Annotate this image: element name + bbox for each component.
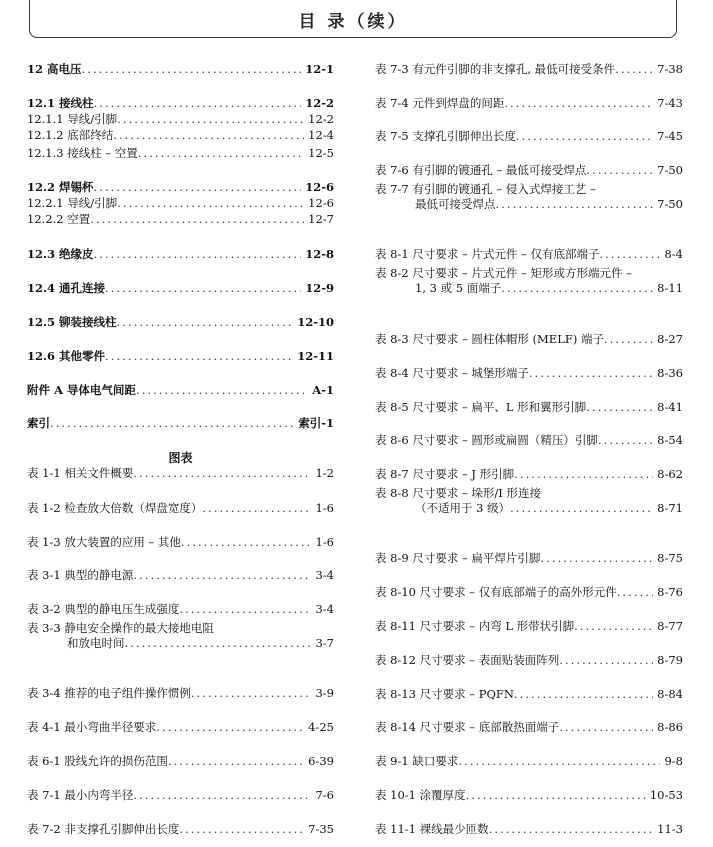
toc-page-number: 8-41 [657,400,683,414]
toc-entry[interactable] [27,212,334,226]
toc-entry-label: 1, 3 或 5 面端子 [415,281,502,295]
toc-entry-label: 12.2.1 导线/引脚 [27,196,118,210]
toc-entry-label: 表 8-7 尺寸要求 – J 形引脚 [375,467,515,481]
toc-entry[interactable] [375,366,683,380]
toc-page-number: 1-6 [315,501,334,515]
toc-page-number: 8-86 [657,720,683,734]
toc-entry[interactable] [375,619,683,633]
toc-entry-label: 和放电时间 [67,636,125,650]
leader-dots [202,501,311,515]
toc-entry-label: 表 1-3 放大装置的应用 – 其他 [27,535,181,549]
toc-entry-label: 表 1-2 检查放大倍数（焊盘宽度） [27,501,203,515]
toc-entry-label: 12.1.1 导线/引脚 [27,112,118,126]
toc-entry-label: 12.1 接线柱 [27,96,94,110]
leader-dots [181,535,312,549]
toc-entry[interactable] [27,112,334,126]
toc-page-number: 10-53 [649,788,683,802]
toc-entry[interactable] [27,416,334,430]
toc-entry[interactable] [375,62,683,76]
toc-entry[interactable] [27,96,334,110]
toc-entry[interactable] [27,180,334,194]
leader-dots [179,602,311,616]
leader-dots [501,281,653,295]
toc-page-number: 3-4 [315,568,334,582]
toc-entry-label: 附件 A 导体电气间距 [27,383,136,397]
toc-entry[interactable] [27,686,334,700]
toc-entry-label: 12 高电压 [27,62,82,76]
toc-page-number: 7-6 [315,788,334,802]
toc-page-number: 8-62 [657,467,683,481]
toc-entry[interactable] [27,754,334,768]
toc-page-number: 4-25 [308,720,334,734]
toc-page-number: 9-8 [664,754,683,768]
toc-entry-label: 表 8-1 尺寸要求 – 片式元件 – 仅有底部端子 [375,247,600,261]
toc-page-number: 7-38 [657,62,683,76]
leader-dots [94,96,302,110]
toc-entry-label: 表 8-4 尺寸要求 – 城堡形端子 [375,366,529,380]
leader-dots [458,754,660,768]
leader-dots [496,197,654,211]
toc-entry-label: 表 3-4 推荐的电子组件操作惯例 [27,686,191,700]
toc-entry[interactable] [375,788,683,802]
toc-page-number: 8-77 [657,619,683,633]
toc-page-number: 8-84 [657,687,683,701]
toc-entry-label: 表 11-1 裸线最少匝数 [375,822,489,836]
toc-entry-label: 12.2.2 空置 [27,212,91,226]
leader-dots [510,501,653,515]
leader-dots [598,433,653,447]
toc-entry[interactable] [27,349,334,363]
leader-dots [179,822,304,836]
toc-entry-label: 表 3-2 典型的静电压生成强度 [27,602,180,616]
leader-dots [105,349,293,363]
leader-dots [94,247,302,261]
toc-entry-label: 表 7-7 有引脚的镀通孔 – 侵入式焊接工艺 – [375,182,596,196]
toc-entry[interactable] [375,197,683,211]
toc-entry-label: 表 8-2 尺寸要求 – 片式元件 – 矩形或方形端元件 – [375,266,632,280]
leader-dots [133,466,311,480]
toc-page-number: 8-27 [657,332,683,346]
toc-page-number: A-1 [312,383,334,397]
leader-dots [133,568,311,582]
toc-page-number: 12-2 [305,96,334,110]
toc-page-number: 7-50 [657,197,683,211]
toc-page-number: 7-43 [657,96,683,110]
leader-dots [574,619,653,633]
toc-entry[interactable] [27,315,334,329]
leader-dots [504,96,653,110]
leader-dots [90,212,304,226]
leader-dots [514,467,653,481]
leader-dots [529,366,653,380]
toc-entry[interactable] [27,636,334,650]
toc-entry-label: 表 8-10 尺寸要求 – 仅有底部端子的高外形元件 [375,585,617,599]
toc-page-number: 12-5 [308,146,334,160]
toc-entry[interactable] [375,247,683,261]
toc-entry[interactable] [27,128,334,142]
leader-dots [105,281,301,295]
toc-entry-label: 表 9-1 缺口要求 [375,754,459,768]
toc-entry[interactable] [375,653,683,667]
toc-entry-label: 索引 [27,416,50,430]
toc-entry[interactable] [375,585,683,599]
toc-entry[interactable] [375,332,683,346]
leader-dots [586,400,653,414]
leader-dots [604,332,653,346]
toc-entry[interactable] [375,281,683,295]
toc-entry-label: 表 7-4 元件到焊盘的间距 [375,96,505,110]
toc-entry[interactable] [27,535,334,549]
toc-page-number: 8-36 [657,366,683,380]
toc-page-number: 12-1 [305,62,334,76]
toc-entry-label: （不适用于 3 级） [415,501,511,515]
toc-entry[interactable] [27,196,334,210]
leader-dots [191,686,312,700]
toc-entry-label: 最低可接受焊点 [415,197,496,211]
toc-page-number: 8-11 [657,281,683,295]
toc-entry[interactable] [27,383,334,397]
toc-entry[interactable] [27,501,334,515]
toc-page-number: 8-75 [657,551,683,565]
toc-entry[interactable] [375,400,683,414]
toc-entry-label: 表 3-1 典型的静电源 [27,568,134,582]
toc-entry-label: 表 7-5 支撑孔引脚伸出长度 [375,129,516,143]
toc-entry[interactable] [375,129,683,143]
toc-entry-label: 表 8-14 尺寸要求 – 底部散热面端子 [375,720,560,734]
toc-entry[interactable] [375,433,683,447]
toc-entry[interactable] [27,788,334,802]
toc-entry-label: 表 8-11 尺寸要求 – 内弯 L 形带状引脚 [375,619,575,633]
toc-entry-label: 表 7-3 有元件引脚的非支撑孔, 最低可接受条件 [375,62,616,76]
toc-entry[interactable] [375,551,683,565]
leader-dots [136,383,308,397]
toc-entry-label: 表 4-1 最小弯曲半径要求 [27,720,157,734]
leader-dots [599,247,660,261]
toc-entry[interactable] [375,163,683,177]
toc-entry-label: 表 8-5 尺寸要求 – 扁平、L 形和翼形引脚 [375,400,587,414]
toc-entry[interactable] [375,501,683,515]
toc-entry-label: 表 8-8 尺寸要求 – 垛形/I 形连接 [375,486,541,500]
toc-entry-label: 12.2 焊锡杯 [27,180,94,194]
toc-entry-label: 表 7-6 有引脚的镀通孔 – 最低可接受焊点 [375,163,587,177]
toc-entry-label: 表 8-12 尺寸要求 – 表面贴装面阵列 [375,653,560,667]
toc-page-number: 3-4 [315,602,334,616]
toc-page-number: 1-6 [315,535,334,549]
toc-page-number: 12-2 [308,112,334,126]
toc-entry-label: 12.4 通孔连接 [27,281,106,295]
toc-entry-label: 12.1.3 接线柱 – 空置 [27,146,138,160]
leader-dots [617,585,653,599]
toc-entry[interactable] [27,602,334,616]
toc-page-number: 7-45 [657,129,683,143]
toc-entry-label: 表 3-3 静电安全操作的最大接地电阻 [27,621,214,635]
toc-page-number: 8-79 [657,653,683,667]
toc-entry[interactable] [27,568,334,582]
title-box [29,0,677,38]
toc-entry-label: 12.5 铆装接线柱 [27,315,117,329]
toc-page-number: 12-9 [305,281,334,295]
toc-page-number: 11-3 [657,822,683,836]
leader-dots [138,146,304,160]
toc-page-number: 8-71 [657,501,683,515]
toc-entry[interactable] [375,467,683,481]
toc-entry-label: 表 7-1 最小内弯半径 [27,788,134,802]
toc-page-number: 1-2 [315,466,334,480]
toc-entry[interactable] [375,754,683,768]
leader-dots [117,315,294,329]
toc-entry[interactable] [375,687,683,701]
toc-entry[interactable] [375,720,683,734]
toc-entry-label: 表 8-13 尺寸要求 – PQFN [375,687,514,701]
leader-dots [540,551,653,565]
toc-page-number: 12-10 [297,315,334,329]
leader-dots [117,112,304,126]
leader-dots [94,180,302,194]
leader-dots [466,788,646,802]
leader-dots [125,636,312,650]
leader-dots [168,754,304,768]
toc-entry-label: 12.6 其他零件 [27,349,106,363]
leader-dots [559,653,653,667]
toc-entry-label: 表 8-9 尺寸要求 – 扁平焊片引脚 [375,551,541,565]
toc-page-number: 3-9 [315,686,334,700]
toc-page-number: 12-8 [305,247,334,261]
leader-dots [514,687,653,701]
toc-page-number: 3-7 [315,636,334,650]
toc-entry[interactable] [27,720,334,734]
toc-page-number: 8-54 [657,433,683,447]
toc-entry[interactable] [27,247,334,261]
leader-dots [516,129,653,143]
toc-entry[interactable] [375,822,683,836]
leader-dots [586,163,653,177]
toc-page-number: 8-4 [664,247,683,261]
leader-dots [133,788,311,802]
leader-dots [113,128,304,142]
toc-entry[interactable] [27,62,334,76]
toc-entry-label: 表 8-3 尺寸要求 – 圆柱体帽形 (MELF) 端子 [375,332,604,346]
leader-dots [117,196,304,210]
toc-page-number: 12-6 [305,180,334,194]
leader-dots [559,720,653,734]
toc-entry-label: 表 1-1 相关文件概要 [27,466,134,480]
leader-dots [156,720,304,734]
toc-entry-label: 12.3 绝缘皮 [27,247,94,261]
toc-page-number: 索引-1 [298,416,334,430]
leader-dots [82,62,302,76]
toc-entry[interactable] [27,822,334,836]
leader-dots [615,62,653,76]
toc-entry-label: 表 7-2 非支撑孔引脚伸出长度 [27,822,180,836]
toc-entry[interactable] [27,146,334,160]
leader-dots [489,822,654,836]
toc-entry[interactable] [375,96,683,110]
toc-page-number: 12-4 [308,128,334,142]
toc-page-number: 8-76 [657,585,683,599]
toc-page-number: 7-35 [308,822,334,836]
leader-dots [50,416,294,430]
toc-entry-label: 表 8-6 尺寸要求 – 圆形或扁圆（精压）引脚 [375,433,598,447]
toc-entry[interactable] [27,281,334,295]
page-title: 目 录（续） [298,11,408,32]
toc-entry-label: 表 10-1 涂覆厚度 [375,788,466,802]
figures-heading: 图表 [168,451,193,465]
toc-entry-label: 12.1.2 底部终结 [27,128,114,142]
toc-page-number: 12-6 [308,196,334,210]
toc-entry-label: 表 6-1 股线允许的损伤范围 [27,754,168,768]
toc-page-number: 12-7 [308,212,334,226]
toc-page-number: 12-11 [297,349,334,363]
toc-page-number: 7-50 [657,163,683,177]
toc-entry[interactable] [27,466,334,480]
toc-page-number: 6-39 [308,754,334,768]
